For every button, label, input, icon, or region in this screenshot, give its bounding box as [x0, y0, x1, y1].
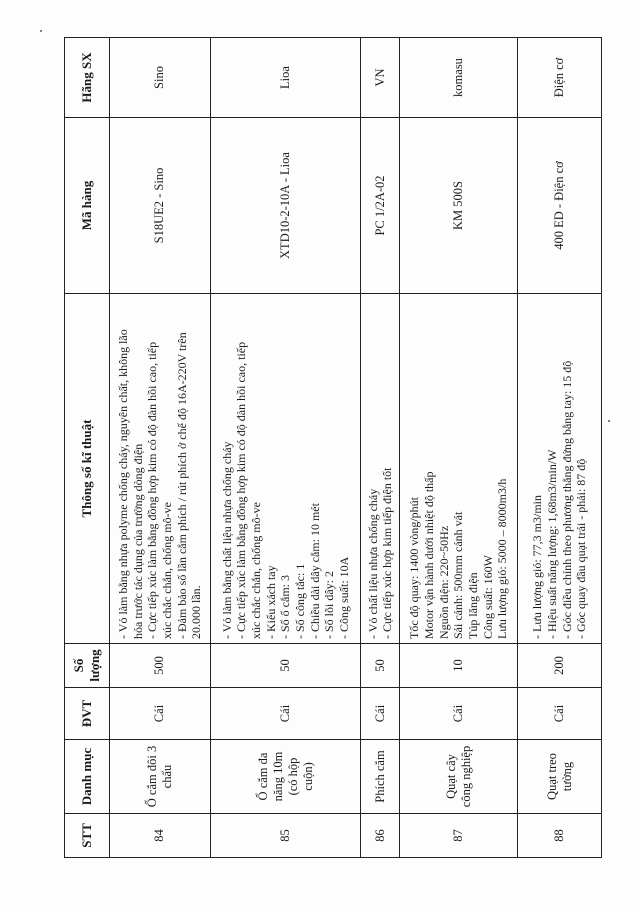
cell-dvt: Cái: [210, 688, 360, 740]
cell-spec: [110, 294, 211, 644]
header-so-luong: Số lượng: [65, 644, 110, 688]
scan-speck: [608, 420, 610, 422]
cell-danh-muc: Quạt treo tường: [518, 740, 602, 814]
cell-so-luong: 50: [361, 644, 400, 688]
spec-line: - Số công tắc: 1: [292, 563, 307, 639]
spec-line: - Lưu lượng gió: 77,3 m3/min: [530, 494, 545, 639]
cell-hang-sx: Lioa: [210, 38, 360, 118]
cell-danh-muc: Ổ cắm đôi 3 chấu: [110, 740, 211, 814]
cell-ma-hang: 400 ED - Điện cơ: [518, 118, 602, 294]
spec-line: Sải cánh: 500mm cánh vát: [451, 511, 466, 639]
rotated-table-container: [64, 38, 602, 858]
header-row: [65, 38, 110, 858]
header-danh-muc: Danh mục: [65, 740, 110, 814]
cell-hang-sx: komasu: [400, 38, 518, 118]
cell-so-luong: 50: [210, 644, 360, 688]
spec-line: - Công suất: 10A: [336, 556, 351, 639]
cell-ma-hang: XTD10-2-10A - Lioa: [210, 118, 360, 294]
product-spec-table: [64, 37, 602, 858]
cell-spec: [210, 294, 360, 644]
scan-speck: [40, 30, 42, 32]
spec-line: - Hiệu suất năng lượng: 1,68m3/min/W: [544, 449, 559, 639]
cell-dvt: Cái: [518, 688, 602, 740]
spec-line: - Cực tiếp xúc làm bằng đồng hợp kim có độ đàn hồi cao, tiếp: [234, 341, 249, 639]
spec-line: Tốc độ quay: 1400 vòng/phút: [407, 497, 422, 639]
cell-ma-hang: PC 1/2A-02: [361, 118, 400, 294]
cell-danh-muc: Phích cắm: [361, 740, 400, 814]
spec-line: - Cực tiếp xúc hợp kim tiếp điện tốt: [380, 467, 395, 639]
header-thong-so: Thông số kĩ thuật: [65, 294, 110, 644]
spec-line: - Số lõi dây: 2: [322, 571, 337, 639]
spec-line: Nguồn điện: 220~50Hz: [436, 525, 451, 639]
spec-line: Túp lăng điện: [465, 572, 480, 639]
cell-hang-sx: Sino: [110, 38, 211, 118]
spec-line: - Kiểu xách tay: [263, 565, 278, 639]
spec-line: - Số ổ cắm: 3: [278, 575, 293, 639]
spec-line: xúc chắc chắn, chống mô-ve: [159, 502, 174, 639]
table-row: [518, 38, 602, 858]
table-row: [210, 38, 360, 858]
cell-stt: 88: [518, 814, 602, 858]
spec-line: Motor vận hành dưới nhiệt độ thấp: [422, 471, 437, 639]
spec-line: - Góc quay đầu quạt trái - phải: 87 độ: [574, 458, 589, 639]
cell-spec: [361, 294, 400, 644]
spec-line: hóa trước tác dụng của trường dòng điện: [130, 443, 145, 639]
cell-hang-sx: Điện cơ: [518, 38, 602, 118]
cell-dvt: Cái: [400, 688, 518, 740]
cell-stt: 84: [110, 814, 211, 858]
cell-so-luong: 500: [110, 644, 211, 688]
cell-hang-sx: VN: [361, 38, 400, 118]
header-ma-hang: Mã hàng: [65, 118, 110, 294]
table-row: [400, 38, 518, 858]
spec-line: xúc chắc chắn, chống mô-ve: [249, 502, 264, 639]
header-hang-sx: Hãng SX: [65, 38, 110, 118]
spec-line: - Đảm bảo số lần cắm phích / rút phích ở chế độ 16A-220V trên: [174, 332, 189, 639]
header-stt: STT: [65, 814, 110, 858]
cell-danh-muc: Ổ cắm đa năng 10m (có hộp cuộn): [210, 740, 360, 814]
cell-spec: [518, 294, 602, 644]
spec-line: 20.000 lần.: [189, 585, 204, 639]
cell-stt: 87: [400, 814, 518, 858]
spec-line: - Vỏ làm bằng chất liệu nhựa chống cháy: [219, 441, 234, 639]
cell-dvt: Cái: [361, 688, 400, 740]
spec-line: Công suất: 160W: [480, 555, 495, 639]
spec-line: - Vỏ làm bằng nhựa polyme chống cháy, nguyên chất, không lão: [116, 329, 131, 639]
table-row: [361, 38, 400, 858]
cell-ma-hang: KM 500S: [400, 118, 518, 294]
cell-spec: [400, 294, 518, 644]
cell-ma-hang: S18UE2 - Sino: [110, 118, 211, 294]
cell-so-luong: 200: [518, 644, 602, 688]
spec-line: - Chiều dài dây cắm: 10 mét: [307, 503, 322, 639]
cell-stt: 86: [361, 814, 400, 858]
spec-line: - Cực tiếp xúc làm bằng đồng hợp kim có độ đàn hồi cao, tiếp: [145, 341, 160, 639]
spec-line: - Góc điều chỉnh theo phương thẳng đứng bằng tay: 15 độ: [559, 360, 574, 639]
table-row: [110, 38, 211, 858]
header-dvt: ĐVT: [65, 688, 110, 740]
cell-dvt: Cái: [110, 688, 211, 740]
spec-line: Lưu lượng gió: 5000 – 8000m3/h: [495, 478, 510, 639]
cell-so-luong: 10: [400, 644, 518, 688]
cell-danh-muc: Quạt cây công nghiệp: [400, 740, 518, 814]
cell-stt: 85: [210, 814, 360, 858]
spec-line: - Vỏ chất liệu nhựa chống cháy: [365, 488, 380, 639]
